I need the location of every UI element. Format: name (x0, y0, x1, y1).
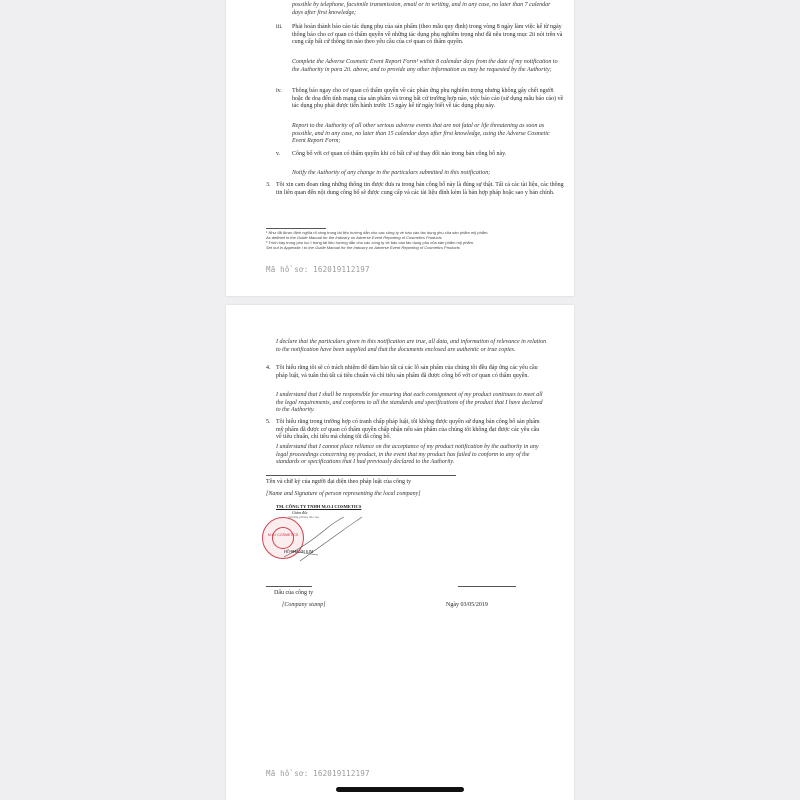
director-name: HỒ THANH KIM (284, 549, 314, 554)
item-5-vietnamese: Tôi hiểu rằng trong trường hợp có tranh chấp pháp luật, tôi không được quyền sử dụng bản công bố sản phẩm mỹ phẩm đã được cơ quan có thẩm quyền chấp nhận nếu sản phẩm của chúng tôi không đạt được các yêu cầu về tiêu chuẩn, chỉ tiêu mà chúng tôi đã công bố. (276, 419, 540, 440)
item-v-english: Notify the Authority of any change in the particulars submitted in this notification; (292, 170, 491, 176)
declaration-english: I declare that the particulars given in this notification are true, all data, and information of relevance in relation to the notification have been supplied and that the documents enclosed are authentic or true copies. (276, 339, 547, 353)
company-stamp-label-vietnamese: Dấu của công ty (274, 590, 314, 596)
footnote-2-english: Set out in Appendix I to the Guide Manual for the Industry on Adverse Event Reporting of Cosmetics Products (266, 245, 460, 250)
dossier-number: Mã hồ sơ: 162019112197 (266, 265, 370, 274)
item-iii-vietnamese: Phải hoàn thành báo cáo tác dụng phụ của sản phẩm (theo mẫu quy định) trong vòng 8 ngày làm việc kể từ ngày thông báo cho cơ quan có thẩm quyền về những tác dụng phụ nghiêm trọng như đã nêu trong mục 2ii nói trên và cung cấp bất cứ thông tin nào theo yêu cầu của cơ quan có thẩm quyền. (292, 24, 563, 45)
item-3-vietnamese: Tôi xin cam đoan rằng những thông tin được đưa ra trong bản công bố này là đúng sự thật. Tất cả các tài liệu, các thông tin liên quan đến nội dung công bố sẽ được cung cấp và các tài liệu đính kèm là bản hợp pháp hoặc sao y bản chính. (276, 182, 564, 196)
item-v-number: v. (276, 151, 281, 157)
footnote-1-english: As defined in the Guide Manual for the Industry on Adverse Event Reporting of Cosmetics Products (266, 235, 442, 240)
item-v-vietnamese: Công bố với cơ quan có thẩm quyền khi có bất cứ sự thay đổi nào trong bản công bố này. (292, 151, 507, 157)
item-iv-english: Report to the Authority of all other serious adverse events that are not fatal or life threatening as soon as possible, and in any case, no later than 15 calendar days after first knowledge, using the Adverse Cosmetic Event Report Form; (292, 123, 550, 144)
signing-date: Ngày 03/05/2019 (446, 602, 488, 608)
item-5-english: I understand that I cannot place reliance on the acceptance of my product notification by the authority in any legal proceedings concerning my product, in the event that my product has failed to conform to any of the standards or specifications that I had previously declared to the Authority. (276, 444, 539, 465)
home-indicator[interactable] (336, 787, 464, 792)
top-italic-text: possible by telephone, facsimile transmission, email or in writing, and in any case, no later than 7 calendar days after first knowledge; (292, 2, 551, 16)
director-subtitle: Trưởng phòng đào tạo (288, 515, 320, 519)
stamp-rule (266, 586, 312, 587)
signature-top-rule (266, 475, 456, 476)
item-iv-number: iv. (276, 88, 282, 94)
footnote-rule (266, 228, 326, 229)
item-iv-vietnamese: Thông báo ngay cho cơ quan có thẩm quyền về các phản ứng phụ nghiêm trọng nhưng không gây chết người hoặc đe doạ đến tính mạng của sản phẩm và trong bất cứ trường hợp nào, việc báo cáo (sử dụng mẫu báo cáo) về tác dụng phụ phải được tiến hành trước 15 ngày kể từ ngày biết về tác dụng phụ này. (292, 88, 564, 109)
stamp-label: M.O.I COSMETICS (267, 533, 299, 537)
document-page-2 (226, 305, 574, 800)
footnote-2-vietnamese: ² Trình bày trong phụ lục I trong tài liệu hướng dẫn cho các công ty về báo cáo tác dụng phụ của sản phẩm mỹ phẩm. (266, 240, 475, 245)
item-iii-english: Complete the Adverse Cosmetic Event Report Form¹ within 8 calendar days from the date of my notification to the Authority in para 2ii. above, and to provide any other information as may be requested by the Authority; (292, 59, 558, 73)
company-stamp-label-english: [Company stamp] (282, 602, 326, 608)
handwritten-signature (280, 511, 366, 567)
document-page-1 (226, 0, 574, 296)
item-iii-number: iii. (276, 24, 283, 30)
director-title: Giám đốc (292, 510, 308, 515)
footnote-1-vietnamese: ¹ Như đã được định nghĩa rõ ràng trong tài liệu hướng dẫn cho các công ty về báo cáo tác dụng phụ của sản phẩm mỹ phẩm. (266, 230, 489, 235)
item-4-number: 4. (266, 365, 271, 371)
date-rule (458, 586, 516, 587)
item-3-number: 3. (266, 182, 271, 188)
item-5-number: 5. (266, 419, 271, 425)
dossier-number-page-2: Mã hồ sơ: 162019112197 (266, 769, 370, 778)
company-name: TM. CÔNG TY TNHH M.O.I COSMETICS (276, 504, 362, 509)
signatory-label-vietnamese: Tên và chữ ký của người đại diện theo pháp luật của công ty (266, 479, 412, 485)
item-4-vietnamese: Tôi hiểu rằng tôi sẽ có trách nhiệm để đảm bảo tất cả các lô sản phẩm của chúng tôi đều đáp ứng các yêu cầu pháp luật, và tuân thủ tất cả tiêu chuẩn và chỉ tiêu sản phẩm đã được công bố với cơ quan có thẩm quyền. (276, 365, 538, 379)
signatory-label-english: [Name and Signature of person representing the local company] (266, 491, 421, 497)
item-4-english: I understand that I shall be responsible for ensuring that each consignment of my product continues to meet all the legal requirements, and conforms to all the standards and specifications of the product that I have declared to the Authority. (276, 392, 543, 413)
